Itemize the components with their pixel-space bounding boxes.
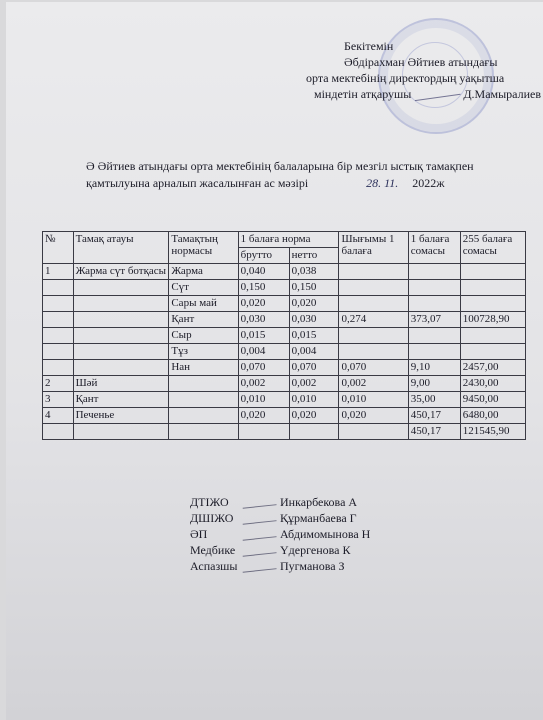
cell-num: [43, 344, 74, 360]
cell-net: 0,020: [289, 408, 339, 424]
approval-role: міндетін атқарушы: [314, 87, 412, 101]
cell-empty: [339, 424, 408, 440]
cell-num: [43, 280, 74, 296]
cell-ingredient: Сыр: [169, 328, 238, 344]
signatures-block: [190, 494, 370, 574]
table-row: [43, 360, 526, 376]
signature-line: [190, 526, 370, 542]
cell-net: 0,002: [289, 376, 339, 392]
table-row: [43, 264, 526, 280]
cell-gross: 0,010: [238, 392, 289, 408]
approval-line-1: Бекітемін: [344, 39, 394, 53]
cell-empty: [73, 424, 169, 440]
approval-block: [306, 38, 541, 102]
cell-dish: Қант: [73, 392, 169, 408]
header-sum-255: 255 балаға сомасы: [460, 232, 525, 264]
table-row: [43, 312, 526, 328]
signature-role: Медбике: [190, 543, 236, 557]
cell-net: 0,020: [289, 296, 339, 312]
signature-line: [190, 542, 370, 558]
header-net: нетто: [289, 248, 339, 264]
signature-line: [190, 494, 370, 510]
cell-net: 0,038: [289, 264, 339, 280]
handwritten-signature: [241, 524, 276, 540]
title-line-2: қамтылуына арналып жасалынған ас мәзірі: [86, 176, 309, 190]
handwritten-signature: [414, 84, 461, 101]
cell-empty: [43, 424, 74, 440]
cell-cost: 0,002: [339, 376, 408, 392]
cell-gross: 0,030: [238, 312, 289, 328]
handwritten-signature: [241, 540, 276, 556]
cell-sum255: 9450,00: [460, 392, 525, 408]
cell-sum1: 9,10: [408, 360, 460, 376]
cell-sum1: 35,00: [408, 392, 460, 408]
header-dish: Тамақ атауы: [73, 232, 169, 264]
handwritten-signature: [241, 556, 276, 572]
cell-ingredient: [169, 376, 238, 392]
cell-dish: [73, 360, 169, 376]
title-year: 2022ж: [412, 176, 445, 190]
cell-cost: 0,020: [339, 408, 408, 424]
cell-net: 0,070: [289, 360, 339, 376]
table-row: [43, 392, 526, 408]
cell-cost: [339, 264, 408, 280]
document-page: [6, 2, 543, 720]
approval-line-4: [306, 86, 541, 102]
signature-name: Пугманова З: [280, 559, 345, 573]
cell-sum255: 2430,00: [460, 376, 525, 392]
menu-table-body: [43, 264, 526, 440]
cell-num: 2: [43, 376, 74, 392]
cell-sum1: [408, 328, 460, 344]
cell-cost: [339, 296, 408, 312]
cell-ingredient: [169, 408, 238, 424]
cell-ingredient: Жарма: [169, 264, 238, 280]
table-row: [43, 376, 526, 392]
cell-cost: [339, 344, 408, 360]
cell-num: 3: [43, 392, 74, 408]
menu-table: [42, 231, 526, 440]
title-line-2-row: [86, 175, 526, 192]
cell-dish: Шәй: [73, 376, 169, 392]
cell-ingredient: Қант: [169, 312, 238, 328]
table-row: [43, 296, 526, 312]
cell-sum255: [460, 280, 525, 296]
handwritten-date: 28. 11.: [366, 176, 399, 190]
approval-line-3: орта мектебінің директордың уақытша: [306, 71, 505, 85]
header-cost-per-child: Шығымы 1 балаға: [339, 232, 408, 264]
header-num: №: [43, 232, 74, 264]
cell-sum255: 6480,00: [460, 408, 525, 424]
cell-ingredient: Нан: [169, 360, 238, 376]
cell-sum255: [460, 344, 525, 360]
handwritten-signature: [241, 492, 276, 508]
cell-net: 0,015: [289, 328, 339, 344]
cell-sum255: [460, 264, 525, 280]
cell-sum1: [408, 264, 460, 280]
cell-num: [43, 328, 74, 344]
header-norm: 1 балаға норма: [238, 232, 339, 248]
table-row: [43, 344, 526, 360]
cell-dish: Жарма сүт ботқасы: [73, 264, 169, 280]
cell-gross: 0,070: [238, 360, 289, 376]
table-row: [43, 408, 526, 424]
cell-gross: 0,020: [238, 408, 289, 424]
cell-dish: [73, 312, 169, 328]
header-ingredient: Тамақтың нормасы: [169, 232, 238, 264]
cell-gross: 0,004: [238, 344, 289, 360]
signature-name: Абдимомынова Н: [280, 527, 371, 541]
cell-ingredient: Сары май: [169, 296, 238, 312]
signature-name: Құрманбаева Г: [280, 511, 357, 525]
table-header-row: [43, 232, 526, 248]
approval-line-2: Әбдірахман Әйтиев атындағы: [344, 55, 498, 69]
cell-gross: 0,040: [238, 264, 289, 280]
approval-signer: Д.Мамыралиев: [463, 87, 542, 101]
cell-empty: [289, 424, 339, 440]
cell-cost: 0,070: [339, 360, 408, 376]
signature-line: [190, 558, 370, 574]
table-total-row: [43, 424, 526, 440]
cell-cost: 0,274: [339, 312, 408, 328]
cell-sum1: [408, 296, 460, 312]
cell-gross: 0,150: [238, 280, 289, 296]
signature-role: ДТІЖО: [190, 495, 229, 509]
cell-dish: Печенье: [73, 408, 169, 424]
cell-net: 0,004: [289, 344, 339, 360]
table-row: [43, 280, 526, 296]
cell-num: [43, 296, 74, 312]
cell-net: 0,150: [289, 280, 339, 296]
handwritten-signature: [241, 508, 276, 524]
cell-cost: 0,010: [339, 392, 408, 408]
cell-sum255: 100728,90: [460, 312, 525, 328]
cell-sum255: [460, 328, 525, 344]
document-title: [86, 158, 526, 192]
cell-cost: [339, 280, 408, 296]
cell-num: 4: [43, 408, 74, 424]
cell-sum255: 2457,00: [460, 360, 525, 376]
cell-num: 1: [43, 264, 74, 280]
cell-dish: [73, 296, 169, 312]
signature-role: ӘП: [190, 527, 208, 541]
cell-num: [43, 360, 74, 376]
header-gross: брутто: [238, 248, 289, 264]
cell-gross: 0,015: [238, 328, 289, 344]
cell-ingredient: Сүт: [169, 280, 238, 296]
signature-name: Инкарбекова А: [280, 495, 358, 509]
cell-sum1: [408, 280, 460, 296]
total-sum1: 450,17: [408, 424, 460, 440]
signature-role: Аспазшы: [190, 559, 238, 573]
cell-ingredient: [169, 392, 238, 408]
cell-dish: [73, 344, 169, 360]
cell-dish: [73, 328, 169, 344]
cell-sum1: [408, 344, 460, 360]
signature-role: ДШІЖО: [190, 511, 234, 525]
cell-cost: [339, 328, 408, 344]
title-line-1: Ә Әйтиев атындағы орта мектебінің балаларына бір мезгіл ыстық тамақпен: [86, 159, 474, 173]
cell-sum1: 450,17: [408, 408, 460, 424]
cell-sum255: [460, 296, 525, 312]
table-row: [43, 328, 526, 344]
cell-num: [43, 312, 74, 328]
cell-dish: [73, 280, 169, 296]
header-sum-per-child: 1 балаға сомасы: [408, 232, 460, 264]
cell-sum1: 373,07: [408, 312, 460, 328]
cell-net: 0,030: [289, 312, 339, 328]
signature-name: Үдергенова К: [280, 543, 351, 557]
cell-sum1: 9,00: [408, 376, 460, 392]
cell-net: 0,010: [289, 392, 339, 408]
cell-empty: [238, 424, 289, 440]
total-sum255: 121545,90: [460, 424, 525, 440]
cell-ingredient: Тұз: [169, 344, 238, 360]
cell-empty: [169, 424, 238, 440]
cell-gross: 0,002: [238, 376, 289, 392]
cell-gross: 0,020: [238, 296, 289, 312]
signature-line: [190, 510, 370, 526]
